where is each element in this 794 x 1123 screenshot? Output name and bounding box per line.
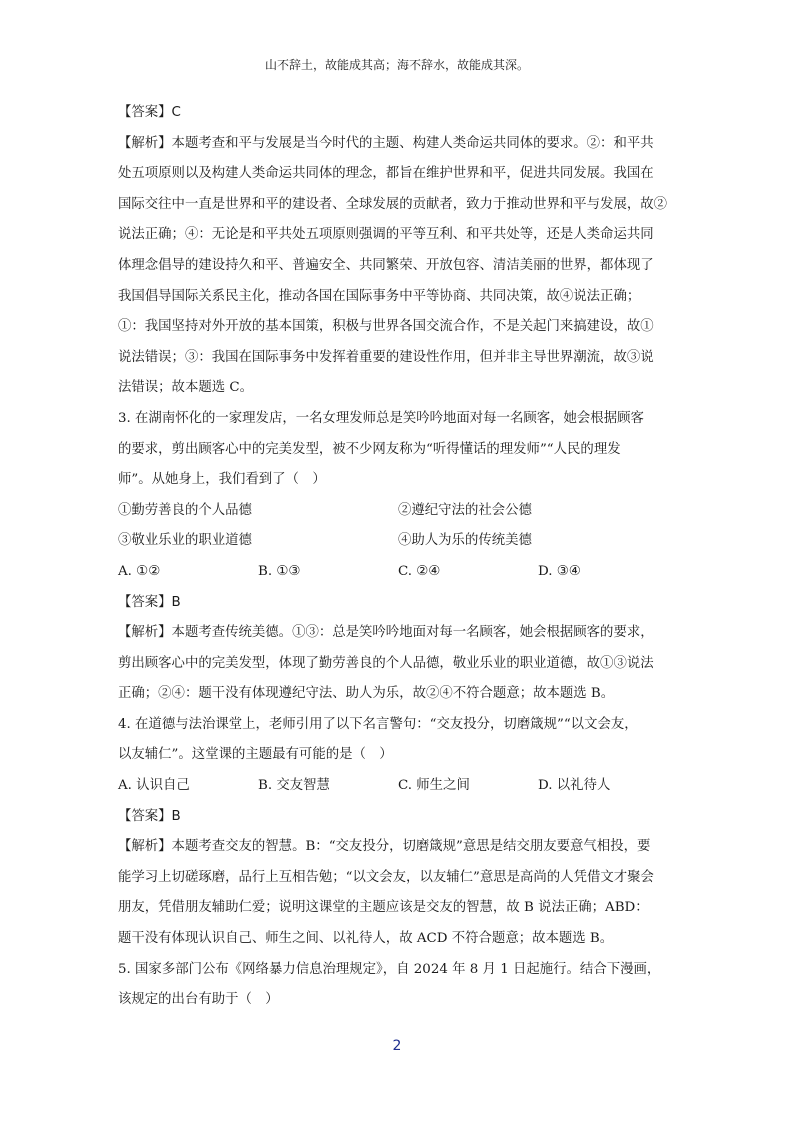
q3-stem-line: 的要求，剪出顾客心中的完美发型，被不少网友称为“听得懂话的理发师”“人民的理发: [118, 441, 621, 457]
q3-options-row: [118, 557, 678, 588]
q3-option: B. ①③: [258, 563, 301, 579]
q2-analysis-line: 处五项原则以及构建人类命运共同体的理念，都旨在维护世界和平，促进共同发展。我国在: [118, 166, 654, 182]
q2-analysis-line: 体理念倡导的建设持久和平、普遍安全、共同繁荣、开放包容、清洁美丽的世界，都体现了: [118, 257, 654, 273]
q3-statement: ①勤劳善良的个人品德: [118, 502, 252, 518]
q4-analysis-line: 题干没有体现认识自己、师生之间、以礼待人，故 ACD 不符合题意；故本题选 B。: [118, 931, 614, 947]
q2-analysis-line: 说法错误；③：我国在国际事务中发挥着重要的建设性作用，但并非主导世界潮流，故③说: [118, 349, 654, 365]
q2-analysis-line: ①：我国坚持对外开放的基本国策，积极与世界各国交流合作，不是关起门来搞建设，故①: [118, 319, 654, 335]
q4-analysis-line: 能学习上切磋琢磨，品行上互相告勉；“以文会友，以友辅仁”意思是高尚的人凭借文才聚会: [118, 869, 654, 885]
q2-analysis-line: 【解析】本题考查和平与发展是当今时代的主题、构建人类命运共同体的要求。②：和平共: [118, 135, 654, 151]
q4-analysis-line: 朋友，凭借朋友辅助仁爱；说明这课堂的主题应该是交友的智慧，故 B 说法正确；ABD：: [118, 900, 649, 916]
q4-stem-line: 以友辅仁”。这堂课的主题最有可能的是（ ）: [118, 747, 393, 763]
q5-stem-line: 该规定的出台有助于（ ）: [118, 992, 279, 1008]
q5-stem-line: 5. 国家多部门公布《网络暴力信息治理规定》，自 2024 年 8 月 1 日起施行。结合下漫画，: [118, 961, 661, 977]
q4-option: C. 师生之间: [398, 778, 470, 794]
q4-option: A. 认识自己: [118, 778, 190, 794]
q3-statements-row: [118, 496, 678, 527]
q3-stem-line: 师”。从她身上，我们看到了（ ）: [118, 472, 326, 488]
q3-statement: ③敬业乐业的职业道德: [118, 533, 252, 549]
q3-statement: ④助人为乐的传统美德: [398, 533, 532, 549]
q3-analysis-line: 【解析】本题考查传统美德。①③：总是笑吟吟地面对每一名顾客，她会根据顾客的要求，: [118, 625, 654, 641]
page-header-motto: 山不辞土，故能成其高；海不辞水，故能成其深。: [264, 58, 529, 72]
page-number: 2: [392, 1038, 402, 1054]
q4-analysis-line: 【解析】本题考查交友的智慧。B：“交友投分，切磨箴规”意思是结交朋友要意气相投，要: [118, 839, 651, 855]
q4-stem-line: 4. 在道德与法治课堂上，老师引用了以下名言警句：“交友投分，切磨箴规”“以文会友，: [118, 716, 638, 732]
q4-answer: 【答案】B: [118, 808, 181, 824]
q4-options-row: [118, 771, 678, 802]
q3-option: D. ③④: [538, 563, 581, 579]
q2-answer: 【答案】C: [118, 105, 181, 120]
q2-analysis-line: 法错误；故本题选 C。: [118, 380, 254, 396]
q3-analysis-line: 正确；②④：题干没有体现遵纪守法、助人为乐，故②④不符合题意；故本题选 B。: [118, 686, 615, 702]
document-body: [118, 98, 678, 1016]
q3-answer: 【答案】B: [118, 594, 181, 610]
q4-option: B. 交友智慧: [258, 778, 330, 794]
q4-option: D. 以礼待人: [538, 778, 611, 794]
q2-analysis-line: 说法正确；④：无论是和平共处五项原则强调的平等互利、和平共处等，还是人类命运共同: [118, 227, 654, 243]
q3-stem-line: 3. 在湖南怀化的一家理发店，一名女理发师总是笑吟吟地面对每一名顾客，她会根据顾客: [118, 410, 644, 426]
q2-analysis-line: 国际交往中一直是世界和平的建设者、全球发展的贡献者，致力于推动世界和平与发展，故②: [118, 196, 668, 212]
q2-analysis-line: 我国倡导国际关系民主化，推动各国在国际事务中平等协商、共同决策，故④说法正确；: [118, 288, 641, 304]
q3-option: A. ①②: [118, 563, 161, 579]
q3-statement: ②遵纪守法的社会公德: [398, 502, 532, 518]
q3-statements-row: [118, 526, 678, 557]
q3-analysis-line: 剪出顾客心中的完美发型，体现了勤劳善良的个人品德，敬业乐业的职业道德，故①③说法: [118, 655, 654, 671]
q3-option: C. ②④: [398, 563, 441, 579]
